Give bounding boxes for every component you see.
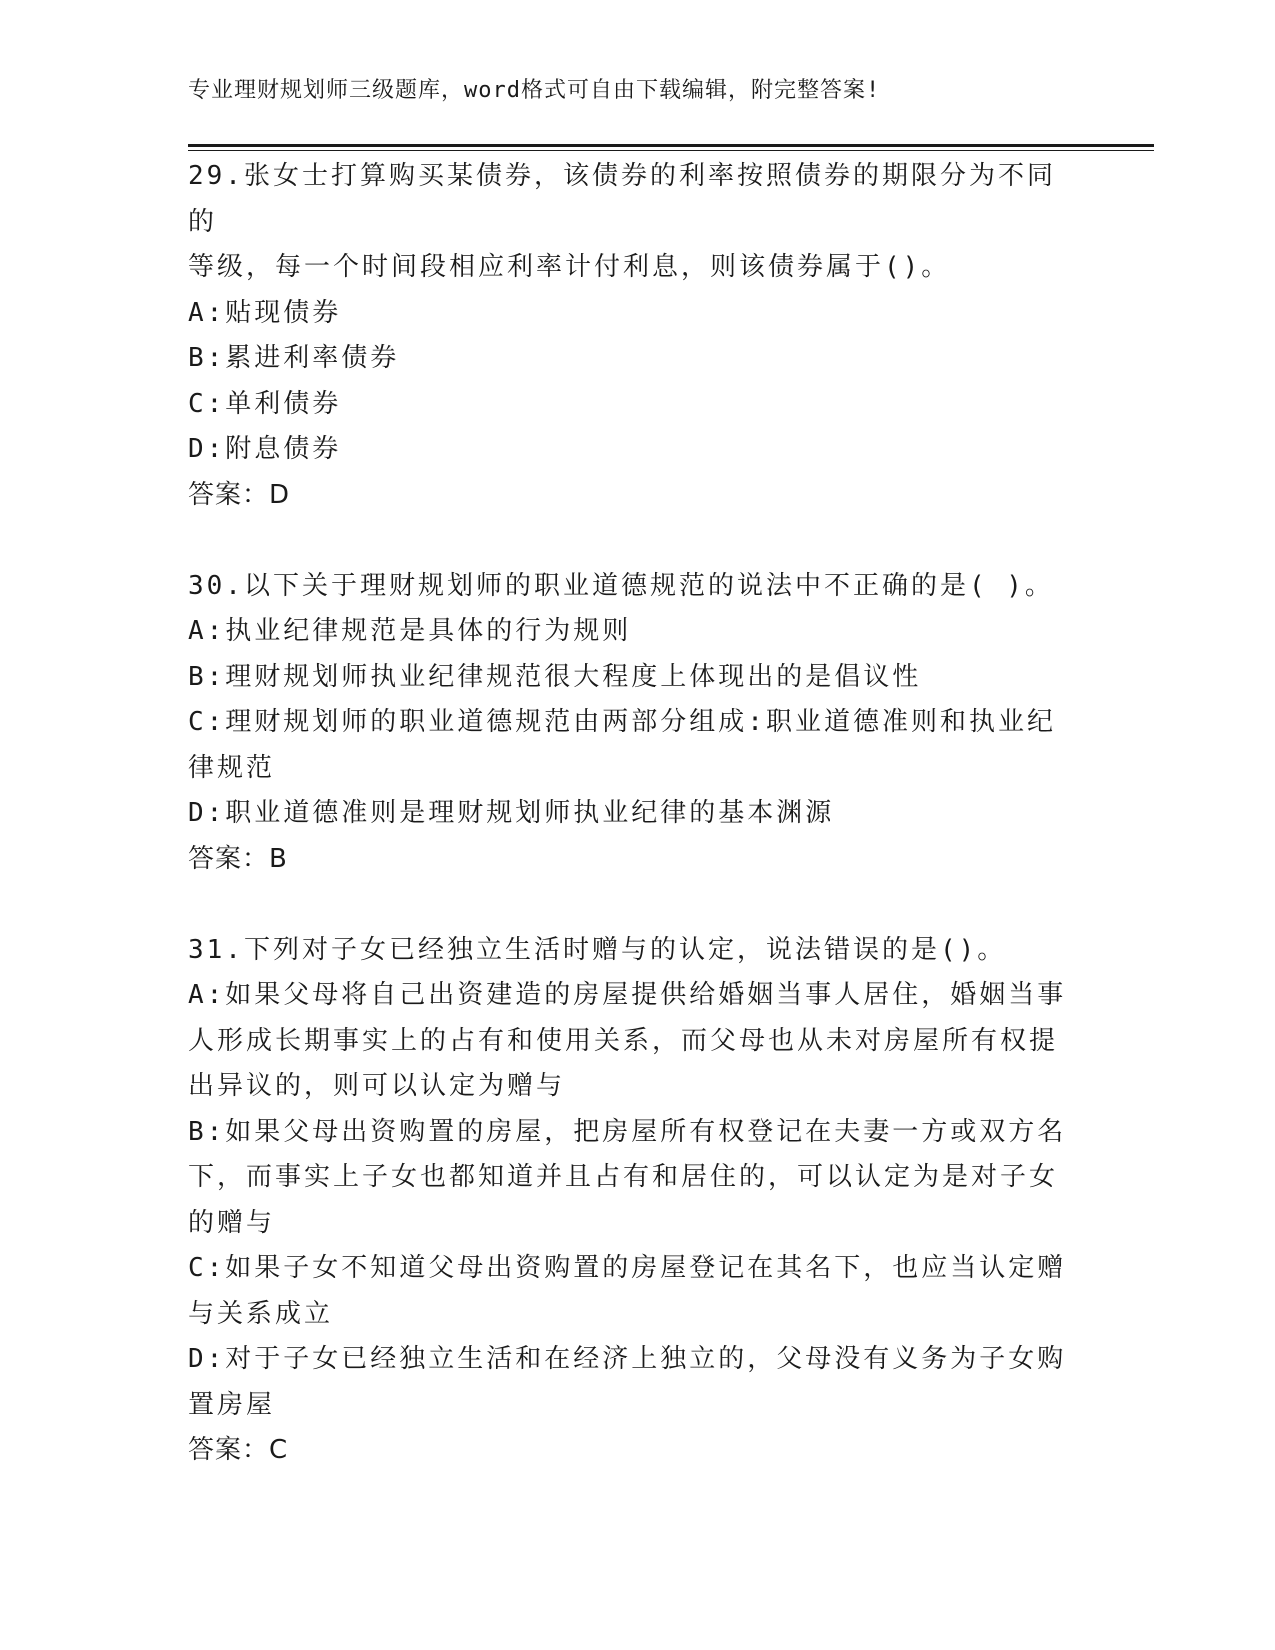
option-a: A:贴现债券 <box>188 297 342 328</box>
option-d: D:对于子女已经独立生活和在经济上独立的，父母没有义务为子女购 <box>188 1344 1067 1374</box>
option-c: C:理财规划师的职业道德规范由两部分组成:职业道德准则和执业纪 <box>188 707 1056 737</box>
answer-line: 答案：D <box>188 479 291 510</box>
option-d-continued: 置房屋 <box>188 1389 276 1420</box>
spacer <box>188 518 1078 564</box>
option-c-continued: 与关系成立 <box>188 1298 334 1329</box>
spacer <box>188 882 1078 928</box>
question-29 <box>188 154 1078 518</box>
option-c: C:如果子女不知道父母出资购置的房屋登记在其名下，也应当认定赠 <box>188 1253 1067 1283</box>
option-a: A:执业纪律规范是具体的行为规则 <box>188 616 632 646</box>
option-b-continued: 的赠与 <box>188 1207 276 1238</box>
option-d: D:职业道德准则是理财规划师执业纪律的基本渊源 <box>188 798 835 828</box>
question-stem: 等级，每一个时间段相应利率计付利息，则该债券属于()。 <box>188 252 951 282</box>
question-stem: 31.下列对子女已经独立生活时赠与的认定，说法错误的是()。 <box>188 934 1007 965</box>
option-a: A:如果父母将自己出资建造的房屋提供给婚姻当事人居住，婚姻当事 <box>188 980 1067 1010</box>
option-a-continued: 出异议的，则可以认定为赠与 <box>188 1071 566 1101</box>
option-a-continued: 人形成长期事实上的占有和使用关系，而父母也从未对房屋所有权提 <box>188 1025 1059 1056</box>
option-b: B:累进利率债券 <box>188 343 400 373</box>
option-d: D:附息债券 <box>188 434 342 464</box>
answer-line: 答案：B <box>188 843 288 874</box>
question-stem: 30.以下关于理财规划师的职业道德规范的说法中不正确的是( )。 <box>188 570 1054 601</box>
question-31 <box>188 928 1078 1474</box>
page-header: 专业理财规划师三级题库，word格式可自由下载编辑，附完整答案! <box>188 78 881 103</box>
question-stem: 29.张女士打算购买某债券，该债券的利率按照债券的期限分为不同的 <box>188 161 1056 237</box>
answer-line: 答案：C <box>188 1435 289 1465</box>
option-c: C:单利债券 <box>188 388 342 419</box>
option-b-continued: 下，而事实上子女也都知道并且占有和居住的，可以认定为是对子女 <box>188 1162 1059 1192</box>
option-b: B:如果父母出资购置的房屋，把房屋所有权登记在夫妻一方或双方名 <box>188 1116 1067 1147</box>
option-b: B:理财规划师执业纪律规范很大程度上体现出的是倡议性 <box>188 661 922 692</box>
question-list <box>188 154 1078 1474</box>
header-divider <box>188 144 1154 151</box>
question-30 <box>188 564 1078 883</box>
option-c-continued: 律规范 <box>188 752 276 783</box>
